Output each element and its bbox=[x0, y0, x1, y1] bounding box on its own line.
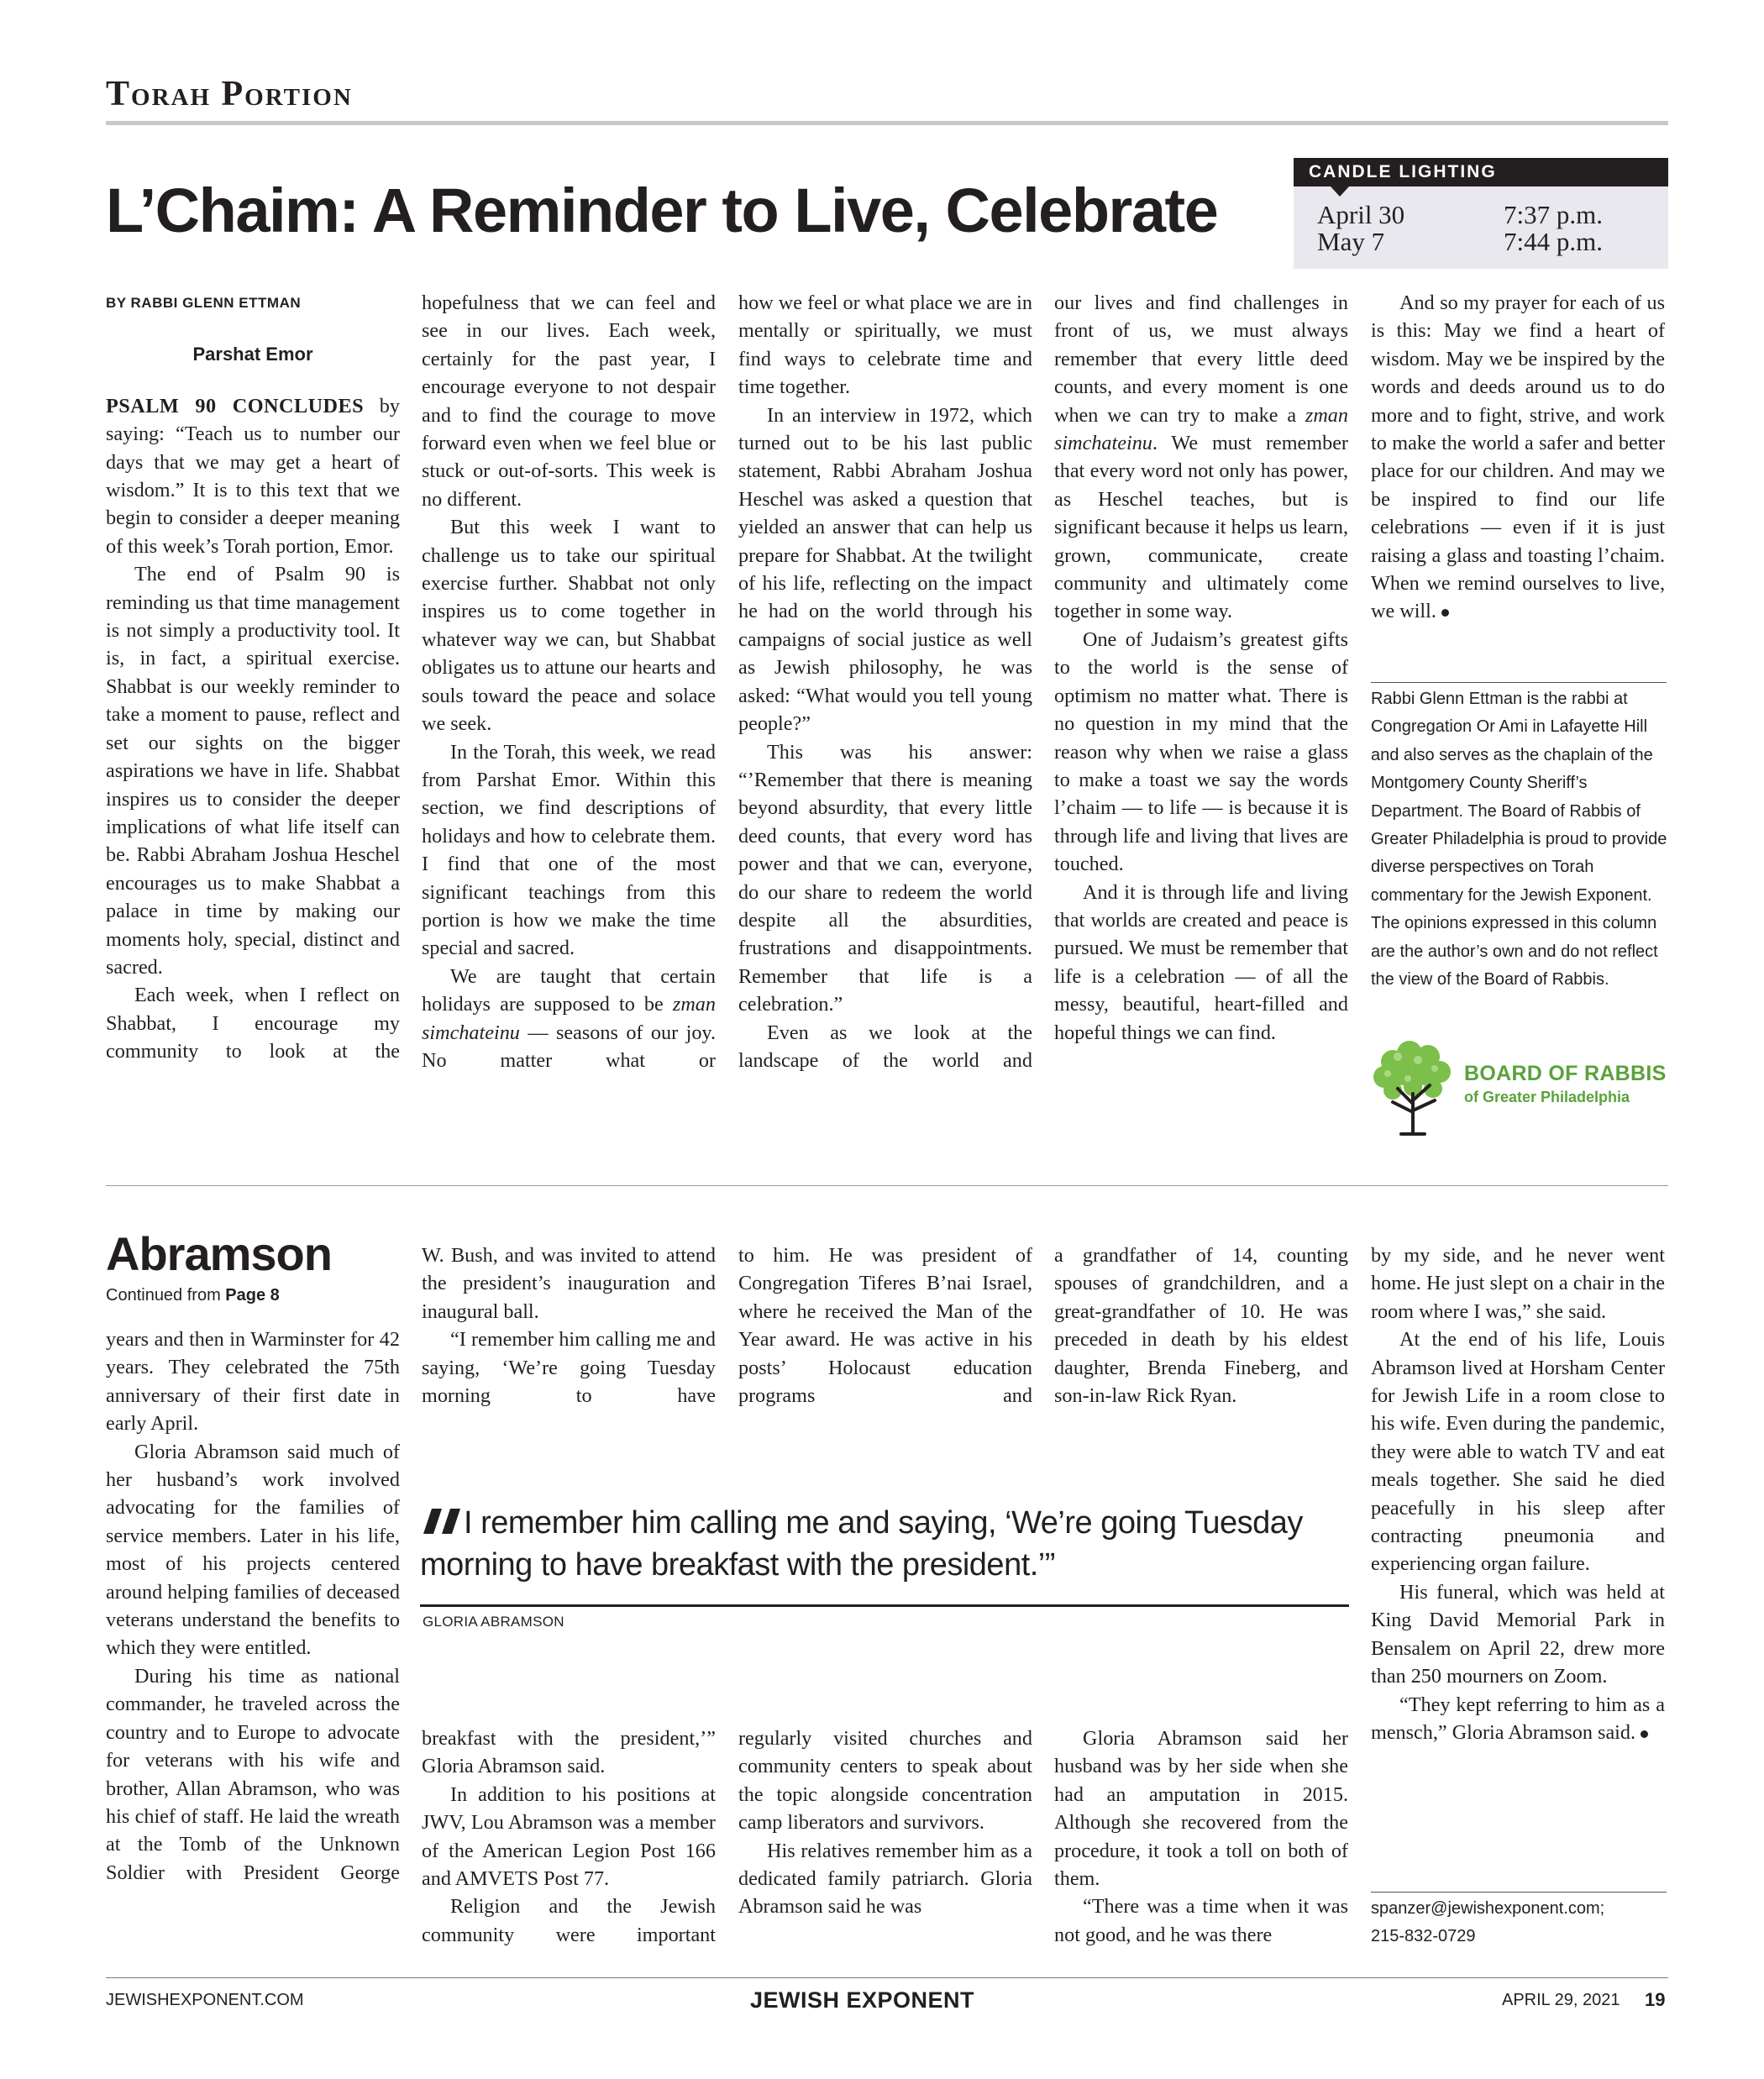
article2-column-3-bottom bbox=[738, 1725, 1032, 1921]
article2-paragraph: W. Bush, and was invited to attend the president’s inauguration and inaugural ball. bbox=[422, 1244, 716, 1323]
logo-subtitle: of Greater Philadelphia bbox=[1464, 1089, 1630, 1105]
candle-lighting-label: CANDLE LIGHTING bbox=[1294, 158, 1668, 186]
footer-publication: JEWISH EXPONENT bbox=[750, 1987, 975, 2013]
header-rule bbox=[106, 121, 1668, 125]
footer-rule bbox=[106, 1977, 1668, 1978]
candle-date-1: April 30 bbox=[1317, 200, 1405, 229]
footer-website[interactable]: JEWISHEXPONENT.COM bbox=[106, 1991, 304, 2009]
article1-paragraph: One of Judaism’s greatest gifts to the world is the sense of optimism no matter what. There is no question in my mind that the reason why when we raise a glass to make a toast we say the words l’chaim — to life — is because it is through life and living that lives are touched. bbox=[1054, 627, 1348, 876]
contact-rule bbox=[1371, 1892, 1667, 1893]
article2-paragraph: Gloria Abramson said much of her husband’s work involved advocating for the families of service members. Later in his life, most of his projects centered around helping families of deceased veterans understand the benefits to which they were entitled. bbox=[106, 1440, 400, 1660]
article1-column-3 bbox=[738, 289, 1032, 1074]
bio-rule bbox=[1371, 682, 1667, 683]
article2-paragraph: His funeral, which was held at King David Memorial Park in Bensalem on April 22, drew more than 250 mourners on Zoom. bbox=[1371, 1580, 1665, 1688]
article1-column-4 bbox=[1054, 289, 1348, 1047]
end-bullet bbox=[1441, 609, 1449, 617]
tree-icon bbox=[1368, 1035, 1460, 1136]
article2-column-1 bbox=[106, 1326, 400, 1887]
article2-title: Abramson bbox=[106, 1227, 332, 1280]
parshat-label: Parshat Emor bbox=[192, 344, 313, 365]
article1-column-5 bbox=[1371, 289, 1665, 626]
article2-paragraph: years and then in Warminster for 42 years. They celebrated the 75th anniversary of their first date in early April. bbox=[106, 1328, 400, 1436]
article2-paragraph: “They kept referring to him as a mensch,” Gloria Abramson said. bbox=[1371, 1693, 1665, 1744]
article2-paragraph: Religion and the Jewish community were important bbox=[422, 1895, 716, 1946]
article1-paragraph: And so my prayer for each of us is this: May we find a heart of wisdom. May we be inspired by the words and deeds around us to do more and to fight, strive, and work to make the world a safer and better place for our children. And may we be inspired to find our life celebrations — even if it is just raising a glass and toasting l’chaim. When we remind ourselves to live, we will. bbox=[1371, 291, 1665, 623]
board-of-rabbis-logo bbox=[1368, 1035, 1670, 1136]
article1-column-2 bbox=[422, 289, 716, 1074]
article1-paragraph: But this week I want to challenge us to take our spiritual exercise further. Shabbat not only inspires us to come together in whatever way we can, but Shabbat obligates us to attune our hearts and souls toward the peace and solace we seek. bbox=[422, 516, 716, 736]
article2-paragraph: Gloria Abramson said her husband was by her side when she had an amputation in 2015. Although she recovered from the procedure, it took a toll on both of them. bbox=[1054, 1727, 1348, 1891]
article1-paragraph: In the Torah, this week, we read from Parshat Emor. Within this section, we find descriptions of holidays and how to celebrate them. I find that one of the most significant teachings from this portion is how we make the time special and sacred. bbox=[422, 740, 716, 960]
article1-paragraph: We are taught that certain holidays are supposed to be zman simchateinu — seasons of our joy. No matter what or bbox=[422, 964, 716, 1072]
article1-paragraph: This was his answer: “’Remember that there is meaning beyond absurdity, that every little deed counts, that every word has power and that we can, everyone, do our share to redeem the world despite all the absurdities, frustrations and disappointments. Remember that life is a celebration.” bbox=[738, 740, 1032, 1016]
article2-column-5 bbox=[1371, 1242, 1665, 1746]
article1-paragraph: Even as we look at the landscape of the world and bbox=[738, 1021, 1032, 1072]
article2-column-3-top bbox=[738, 1242, 1032, 1410]
article1-paragraph: how we feel or what place we are in mentally or spiritually, we must find ways to celebrate time and time together. bbox=[738, 291, 1032, 399]
article2-column-2-bottom bbox=[422, 1725, 716, 1949]
candle-lighting-box bbox=[1294, 158, 1668, 269]
article1-paragraph: our lives and find challenges in front of us, we must always remember that every little deed counts, and every moment is one when we can try to make a zman simchateinu. We must remember that every word not only has power, as Heschel teaches, but is significant because it helps us learn, grown, communicate, create community and ultimately come together in some way. bbox=[1054, 291, 1348, 623]
candle-date-2: May 7 bbox=[1317, 227, 1385, 256]
article2-column-2-top bbox=[422, 1242, 716, 1410]
article2-paragraph: “There was a time when it was not good, and he was there bbox=[1054, 1895, 1348, 1946]
author-bio: Rabbi Glenn Ettman is the rabbi at Congregation Or Ami in Lafayette Hill and also serves as the chaplain of the Montgomery County Sheriff’s Department. The Board of Rabbis of Greater Philadelphia is proud to provide diverse perspectives on Torah commentary for the Jewish Exponent. The opinions expressed in this column are the author’s own and do not reflect the view of the Board of Rabbis. bbox=[1371, 690, 1667, 990]
candle-pointer bbox=[1331, 186, 1349, 197]
article2-paragraph: During his time as national commander, he traveled across the country and to Europe to advocate for veterans with his wife and brother, Allan Abramson, who was his chief of staff. He laid the wreath at the Tomb of the Unknown Soldier with President George bbox=[106, 1664, 400, 1884]
candle-time-2: 7:44 p.m. bbox=[1504, 227, 1603, 256]
section-divider bbox=[106, 1185, 1668, 1186]
logo-title: BOARD OF RABBIS bbox=[1464, 1062, 1667, 1085]
article1-paragraph: Each week, when I reflect on Shabbat, I encourage my community to look at the bbox=[106, 984, 400, 1063]
article2-paragraph: His relatives remember him as a dedicated family patriarch. Gloria Abramson said he was bbox=[738, 1839, 1032, 1919]
pull-quote-rule bbox=[420, 1604, 1349, 1607]
pull-quote bbox=[420, 1502, 1352, 1586]
headline: L’Chaim: A Reminder to Live, Celebrate bbox=[106, 176, 1218, 245]
article2-paragraph: by my side, and he never went home. He just slept on a chair in the room where I was,” she said. bbox=[1371, 1244, 1665, 1323]
article1-column-1 bbox=[106, 289, 400, 1066]
contact-info bbox=[1371, 1895, 1604, 1951]
article1-paragraph: And it is through life and living that worlds are created and peace is pursued. We must be remember that life is a celebration — of all the messy, beautiful, heart-filled and hopeful things we can find. bbox=[1054, 880, 1348, 1044]
article2-paragraph: breakfast with the president,’” Gloria Abramson said. bbox=[422, 1727, 716, 1778]
article2-paragraph: “I remember him calling me and saying, ‘We’re going Tuesday morning to have bbox=[422, 1328, 716, 1408]
article1-paragraph: The end of Psalm 90 is reminding us that time management is not simply a productivity tool. It is, in fact, a spiritual exercise. Shabbat is our weekly reminder to take a moment to pause, reflect and set our sights on the bigger aspirations we have in life. Shabbat inspires us to consider the deeper implications of what life itself can be. Rabbi Abraham Joshua Heschel encourages us to make Shabbat a palace in time by making our moments holy, special, distinct and sacred. bbox=[106, 563, 400, 979]
article2-paragraph: At the end of his life, Louis Abramson lived at Horsham Center for Jewish Life in a room close to his wife. Even during the pandemic, they were able to watch TV and eat meals together. She said he died peacefully in his sleep after contracting pneumonia and experiencing organ failure. bbox=[1371, 1328, 1665, 1576]
pull-quote-attribution: GLORIA ABRAMSON bbox=[423, 1614, 564, 1630]
contact-email[interactable]: spanzer@jewishexponent.com; bbox=[1371, 1899, 1605, 1918]
candle-time-1: 7:37 p.m. bbox=[1504, 200, 1603, 229]
article2-paragraph: to him. He was president of Congregation Tiferes B’nai Israel, where he received the Man of the Year award. He was active in his posts’ Holocaust education programs and bbox=[738, 1244, 1032, 1408]
article1-paragraph: hopefulness that we can feel and see in our lives. Each week, certainly for the past year, I encourage everyone to not despair and to find the courage to move forward even when we feel blue or stuck or out-of-sorts. This week is no different. bbox=[422, 291, 716, 511]
pull-quote-text: I remember him calling me and saying, ‘We’re going Tuesday morning to have breakfast with the president.’” bbox=[420, 1505, 1303, 1583]
section-label: Torah Portion bbox=[106, 75, 353, 113]
byline: BY RABBI GLENN ETTMAN bbox=[106, 295, 302, 311]
page-number: 19 bbox=[1645, 1989, 1666, 2010]
article2-paragraph: regularly visited churches and community centers to speak about the topic alongside concentration camp liberators and survivors. bbox=[738, 1727, 1032, 1835]
article2-paragraph: a grandfather of 14, counting spouses of grandchildren, and a great-grandfather of 10. He was preceded in death by his eldest daughter, Brenda Fineberg, and son-in-law Rick Ryan. bbox=[1054, 1244, 1348, 1408]
end-bullet bbox=[1641, 1730, 1648, 1738]
article2-column-4-top bbox=[1054, 1242, 1348, 1410]
footer-date: APRIL 29, 2021 bbox=[1502, 1991, 1620, 2009]
quote-mark-icon bbox=[420, 1509, 464, 1534]
contact-phone: 215-832-0729 bbox=[1371, 1927, 1476, 1946]
continued-from: Continued from Page 8 bbox=[106, 1286, 280, 1305]
article1-paragraph: PSALM 90 CONCLUDES by saying: “Teach us to number our days that we may get a heart of wisdom.” It is to this text that we begin to consider a deeper meaning of this week’s Torah portion, Emor. bbox=[106, 394, 400, 558]
article2-column-4-bottom bbox=[1054, 1725, 1348, 1949]
lead-in: PSALM 90 CONCLUDES bbox=[106, 394, 365, 417]
article2-paragraph: In addition to his positions at JWV, Lou Abramson was a member of the American Legion Post 166 and AMVETS Post 77. bbox=[422, 1782, 716, 1891]
article1-paragraph: In an interview in 1972, which turned out to be his last public statement, Rabbi Abraham Joshua Heschel was asked a question that yielded an answer that can help us prepare for Shabbat. At the twilight of his life, reflecting on the impact he had on the world through his campaigns of social justice as well as Jewish philosophy, he was asked: “What would you tell young people?” bbox=[738, 403, 1032, 736]
